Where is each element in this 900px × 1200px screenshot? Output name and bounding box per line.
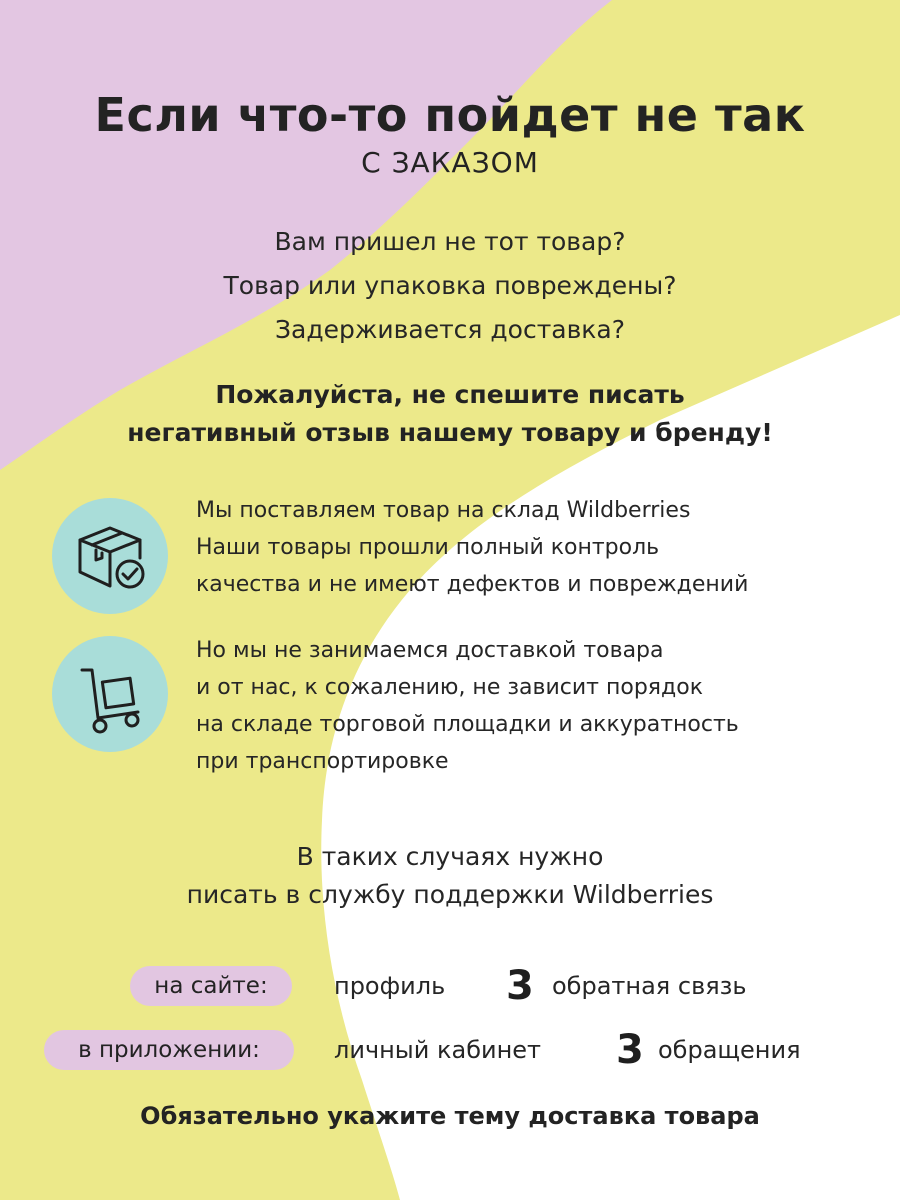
route-step-requests: обращения: [658, 1036, 801, 1064]
question-item: Вам пришел не тот товар?: [274, 227, 626, 256]
question-item: Товар или упаковка повреждены?: [223, 271, 677, 300]
support-line: писать в службу поддержки Wildberries: [186, 880, 714, 909]
info-line: качества и не имеют дефектов и повреждений: [196, 572, 749, 597]
route-arrow: 3: [506, 963, 534, 1009]
info-line: Но мы не занимаемся доставкой товара: [196, 638, 664, 663]
info-line: Наши товары прошли полный контроль: [196, 535, 660, 560]
route-row-website: [0, 963, 900, 1010]
hand-truck-icon: [52, 636, 168, 752]
plea-line: негативный отзыв нашему товару и бренду!: [127, 418, 773, 447]
route-step-profile: профиль: [334, 972, 446, 1000]
route-step-account: личный кабинет: [334, 1036, 542, 1064]
page-title: Если что-то пойдет не так: [94, 88, 806, 142]
hand-truck-icon-circle: [52, 636, 168, 752]
page-subtitle: С ЗАКАЗОМ: [361, 146, 539, 179]
plea-text: [0, 376, 900, 452]
route-label-pill: на сайте:: [130, 966, 292, 1006]
route-row-app: [0, 1027, 900, 1074]
support-text: [0, 838, 900, 914]
footer-note: Обязательно укажите тему доставка товара: [140, 1102, 760, 1130]
info-line: Мы поставляем товар на склад Wildberries: [196, 498, 691, 523]
info-line: и от нас, к сожалению, не зависит порядок: [196, 675, 703, 700]
route-step-feedback: обратная связь: [552, 972, 747, 1000]
box-check-icon: [52, 498, 168, 614]
info-line: при транспортировке: [196, 749, 449, 774]
route-label-pill: в приложении:: [44, 1030, 294, 1070]
questions-list: [0, 220, 900, 352]
route-arrow: 3: [616, 1027, 644, 1073]
support-line: В таких случаях нужно: [296, 842, 604, 871]
info-block-warehouse: [196, 492, 748, 603]
question-item: Задерживается доставка?: [274, 315, 625, 344]
info-block-delivery: [196, 632, 739, 780]
box-check-icon-circle: [52, 498, 168, 614]
info-line: на складе торговой площадки и аккуратность: [196, 712, 739, 737]
plea-line: Пожалуйста, не спешите писать: [215, 380, 685, 409]
